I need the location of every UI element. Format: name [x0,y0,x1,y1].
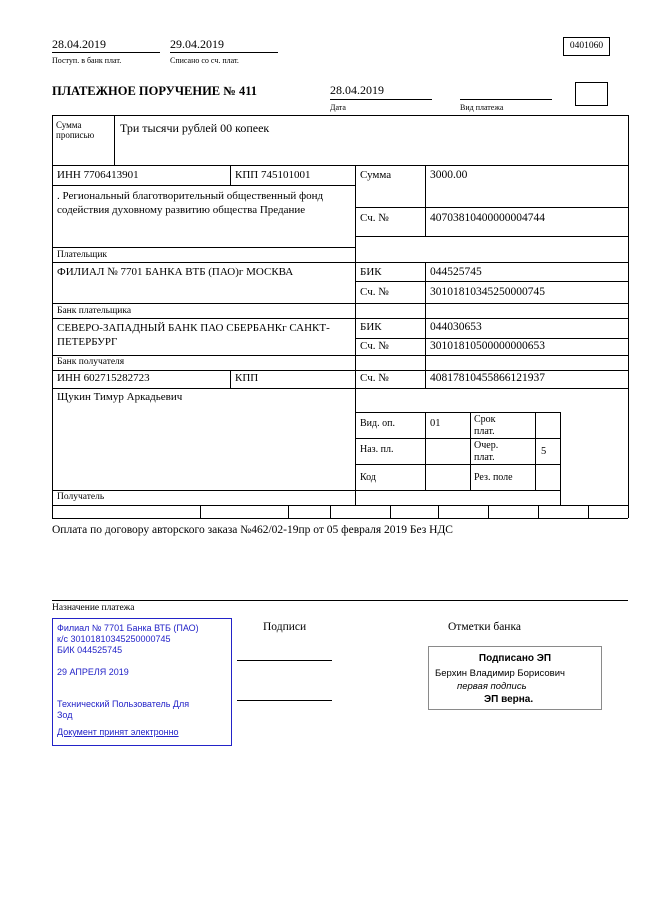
table-border [355,207,628,208]
grid-tick [330,505,331,518]
payee-bank-account: 30101810500000000653 [430,340,545,352]
table-border [52,303,628,304]
received-date: 28.04.2019 [52,37,106,51]
payer-account: 40703810400000004744 [430,212,545,224]
form-code: 0401060 [569,41,604,51]
debited-date-label: Списано со сч. плат. [170,56,239,65]
bank-acceptance-stamp [52,618,232,746]
table-border [470,412,471,490]
document-title: ПЛАТЕЖНОЕ ПОРУЧЕНИЕ № 411 [52,84,258,98]
payee-kpp-label: КПП [235,372,259,384]
table-border [425,165,426,236]
payer-inn: ИНН 7706413901 [57,169,139,181]
purpose-caption-line [52,600,628,601]
table-border [355,412,560,413]
payer-account-label: Сч. № [360,212,389,224]
grid-tick [200,505,201,518]
signature-line [237,660,332,661]
payee-bank-account-label: Сч. № [360,340,389,352]
table-border [355,464,560,465]
table-border [52,355,628,356]
document-date-underline [330,99,432,100]
table-border [52,185,355,186]
grid-tick [588,505,589,518]
reserve-field-label: Рез. поле [474,472,513,483]
table-border [52,165,628,166]
payment-type-label: Вид платежа [460,103,504,112]
table-border [52,518,628,519]
table-border [535,412,536,490]
amount-words-label: Сумма прописью [56,120,95,141]
bank-marks-caption: Отметки банка [448,621,521,633]
grid-tick [438,505,439,518]
payer-kpp: КПП 745101001 [235,169,311,181]
grid-tick [538,505,539,518]
payer-bank-name: ФИЛИАЛ № 7701 БАНКА ВТБ (ПАО)г МОСКВА [57,266,294,278]
table-border [52,370,628,371]
stamp-operator-line1: Технический Пользователь Для [57,699,190,709]
received-date-label: Поступ. в банк плат. [52,56,122,65]
stamp-accepted-note: Документ принят электронно [57,727,179,737]
table-border [52,115,53,518]
code-label: Код [360,472,376,483]
payee-name: Щукин Тимур Аркадьевич [57,391,183,403]
received-date-underline [52,52,160,53]
payee-bank-caption: Банк получателя [57,357,125,367]
payer-caption: Плательщик [57,250,108,260]
stamp-bik: БИК 044525745 [57,645,123,655]
esign-signer-name: Берхин Владимир Борисович [435,668,565,679]
order-value: 5 [541,446,547,457]
stamp-operator-line2: Зод [57,710,73,720]
payer-bank-account-label: Сч. № [360,286,389,298]
document-date: 28.04.2019 [330,83,384,97]
table-border [355,236,628,237]
table-border [230,165,231,185]
payer-bank-bik-label: БИК [360,266,382,278]
payee-bank-bik: 044030653 [430,321,482,333]
table-border [52,318,628,319]
op-kind-value: 01 [430,418,441,429]
payer-bank-bik: 044525745 [430,266,482,278]
payer-bank-account: 30101810345250000745 [430,286,545,298]
table-border [52,505,628,506]
debited-date-underline [170,52,278,53]
table-border [425,262,426,388]
form-code-box [563,37,610,56]
document-date-label: Дата [330,103,346,112]
table-border [355,165,356,505]
purpose-code-label: Наз. пл. [360,444,394,455]
table-border [355,338,628,339]
payer-bank-caption: Банк плательщика [57,306,132,316]
payee-account: 40817810455866121937 [430,372,545,384]
table-border [52,262,628,263]
table-border [52,247,355,248]
payment-purpose-text: Оплата по договору авторского заказа №462/02-19пр от 05 февраля 2019 Без НДС [52,524,453,536]
amount-words-value: Три тысячи рублей 00 копеек [120,121,270,135]
payee-inn: ИНН 602715282723 [57,372,150,384]
amount-label: Сумма [360,169,392,181]
table-border [355,281,628,282]
payment-type-underline [460,99,552,100]
table-border [52,115,628,116]
payee-account-label: Сч. № [360,372,389,384]
payer-name: . Региональный благотворительный общественный фонд содействия духовному развитию общества Предание [57,190,324,216]
table-border [114,115,115,165]
payee-bank-name: СЕВЕРО-ЗАПАДНЫЙ БАНК ПАО СБЕРБАНКг САНКТ-ПЕТЕРБУРГ [57,322,330,348]
payee-bank-bik-label: БИК [360,321,382,333]
payment-type-box [575,82,608,106]
debited-date: 29.04.2019 [170,37,224,51]
term-label: Срок плат. [474,414,496,437]
esign-title: Подписано ЭП [478,653,552,664]
grid-tick [488,505,489,518]
grid-tick [390,505,391,518]
op-kind-label: Вид. оп. [360,418,395,429]
order-label: Очер. плат. [474,440,499,463]
signatures-caption: Подписи [263,621,307,633]
table-border [628,115,629,518]
table-border [230,370,231,388]
payment-purpose-caption: Назначение платежа [52,603,135,613]
esign-stamp-box [428,646,602,710]
esign-verified: ЭП верна. [484,694,534,705]
table-border [560,412,561,505]
stamp-bank-name: Филиал № 7701 Банка ВТБ (ПАО) [57,623,199,633]
table-border [52,388,628,389]
table-border [425,412,426,490]
signature-line [237,700,332,701]
stamp-corr-account: к/с 30101810345250000745 [57,634,171,644]
payee-caption: Получатель [57,492,105,502]
stamp-date: 29 АПРЕЛЯ 2019 [57,667,129,677]
grid-tick [288,505,289,518]
esign-signature-kind: первая подпись [457,681,527,692]
table-border [355,438,560,439]
table-border [52,490,560,491]
amount-value: 3000.00 [430,169,468,181]
